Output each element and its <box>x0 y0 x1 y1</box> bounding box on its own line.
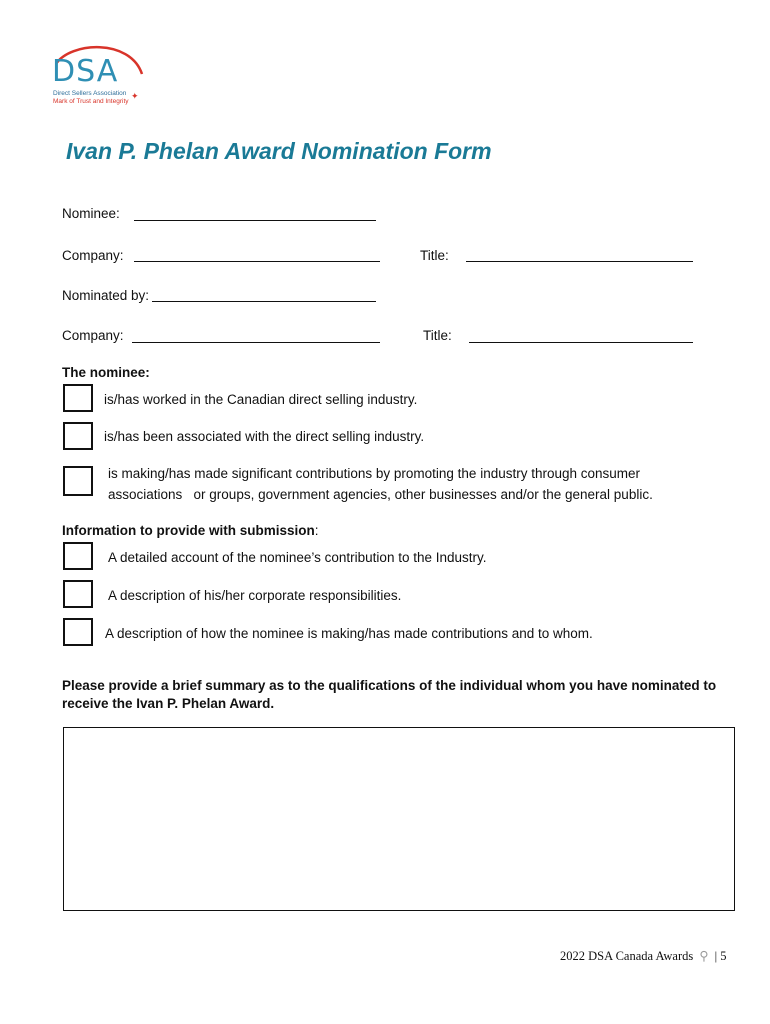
info-item-checkbox-3[interactable] <box>63 618 93 646</box>
nominee-option-3-line-2: associations or groups, government agencies, other businesses and/or the general public. <box>108 487 653 502</box>
nominee-option-3-line-1: is making/has made significant contributions by promoting the industry through consumer <box>108 466 641 481</box>
nominee-option-checkbox-3[interactable] <box>63 466 93 496</box>
title2-label: Title: <box>423 328 452 343</box>
info-heading-colon: : <box>314 523 319 538</box>
form-title: Ivan P. Phelan Award Nomination Form <box>66 138 492 164</box>
nominee-option-checkbox-1[interactable] <box>63 384 93 412</box>
title-field[interactable] <box>466 261 693 262</box>
info-heading-text: Information to provide with submission <box>62 523 315 538</box>
company2-field[interactable] <box>132 342 380 343</box>
nominee-section-heading: The nominee: <box>62 365 150 380</box>
company-label: Company: <box>62 248 124 263</box>
company2-label: Company: <box>62 328 124 343</box>
info-section-heading <box>62 521 319 541</box>
maple-leaf-icon: ✦ <box>131 91 139 101</box>
summary-prompt-line-1: Please provide a brief summary as to the qualifications of the individual whom you have nominated to <box>62 678 717 693</box>
info-item-3: A description of how the nominee is making/has made contributions and to whom. <box>105 626 593 641</box>
company-field[interactable] <box>134 261 380 262</box>
nominated-by-field[interactable] <box>152 301 376 302</box>
title2-field[interactable] <box>469 342 693 343</box>
nominee-label: Nominee: <box>62 206 120 221</box>
logo-tagline-2: Mark of Trust and Integrity <box>53 98 129 105</box>
page-number: | 5 <box>714 949 727 963</box>
nominee-option-checkbox-2[interactable] <box>63 422 93 450</box>
info-item-checkbox-1[interactable] <box>63 542 93 570</box>
info-item-2: A description of his/her corporate responsibilities. <box>108 588 402 603</box>
info-item-1: A detailed account of the nominee’s contribution to the Industry. <box>108 550 487 565</box>
summary-prompt-line-2: receive the Ivan P. Phelan Award. <box>62 696 275 711</box>
page-footer <box>560 948 727 964</box>
footer-text: 2022 DSA Canada Awards <box>560 949 694 963</box>
nominee-option-2: is/has been associated with the direct selling industry. <box>104 429 425 444</box>
title-label: Title: <box>420 248 449 263</box>
logo-tagline-1: Direct Sellers Association <box>53 90 127 97</box>
summary-textarea[interactable] <box>63 727 735 911</box>
nominee-option-1: is/has worked in the Canadian direct selling industry. <box>104 392 418 407</box>
info-item-checkbox-2[interactable] <box>63 580 93 608</box>
logo-wordmark: DSA <box>52 54 119 89</box>
nominated-by-label: Nominated by: <box>62 288 150 303</box>
nominee-field[interactable] <box>134 220 376 221</box>
award-icon: ⚲ <box>699 949 709 963</box>
